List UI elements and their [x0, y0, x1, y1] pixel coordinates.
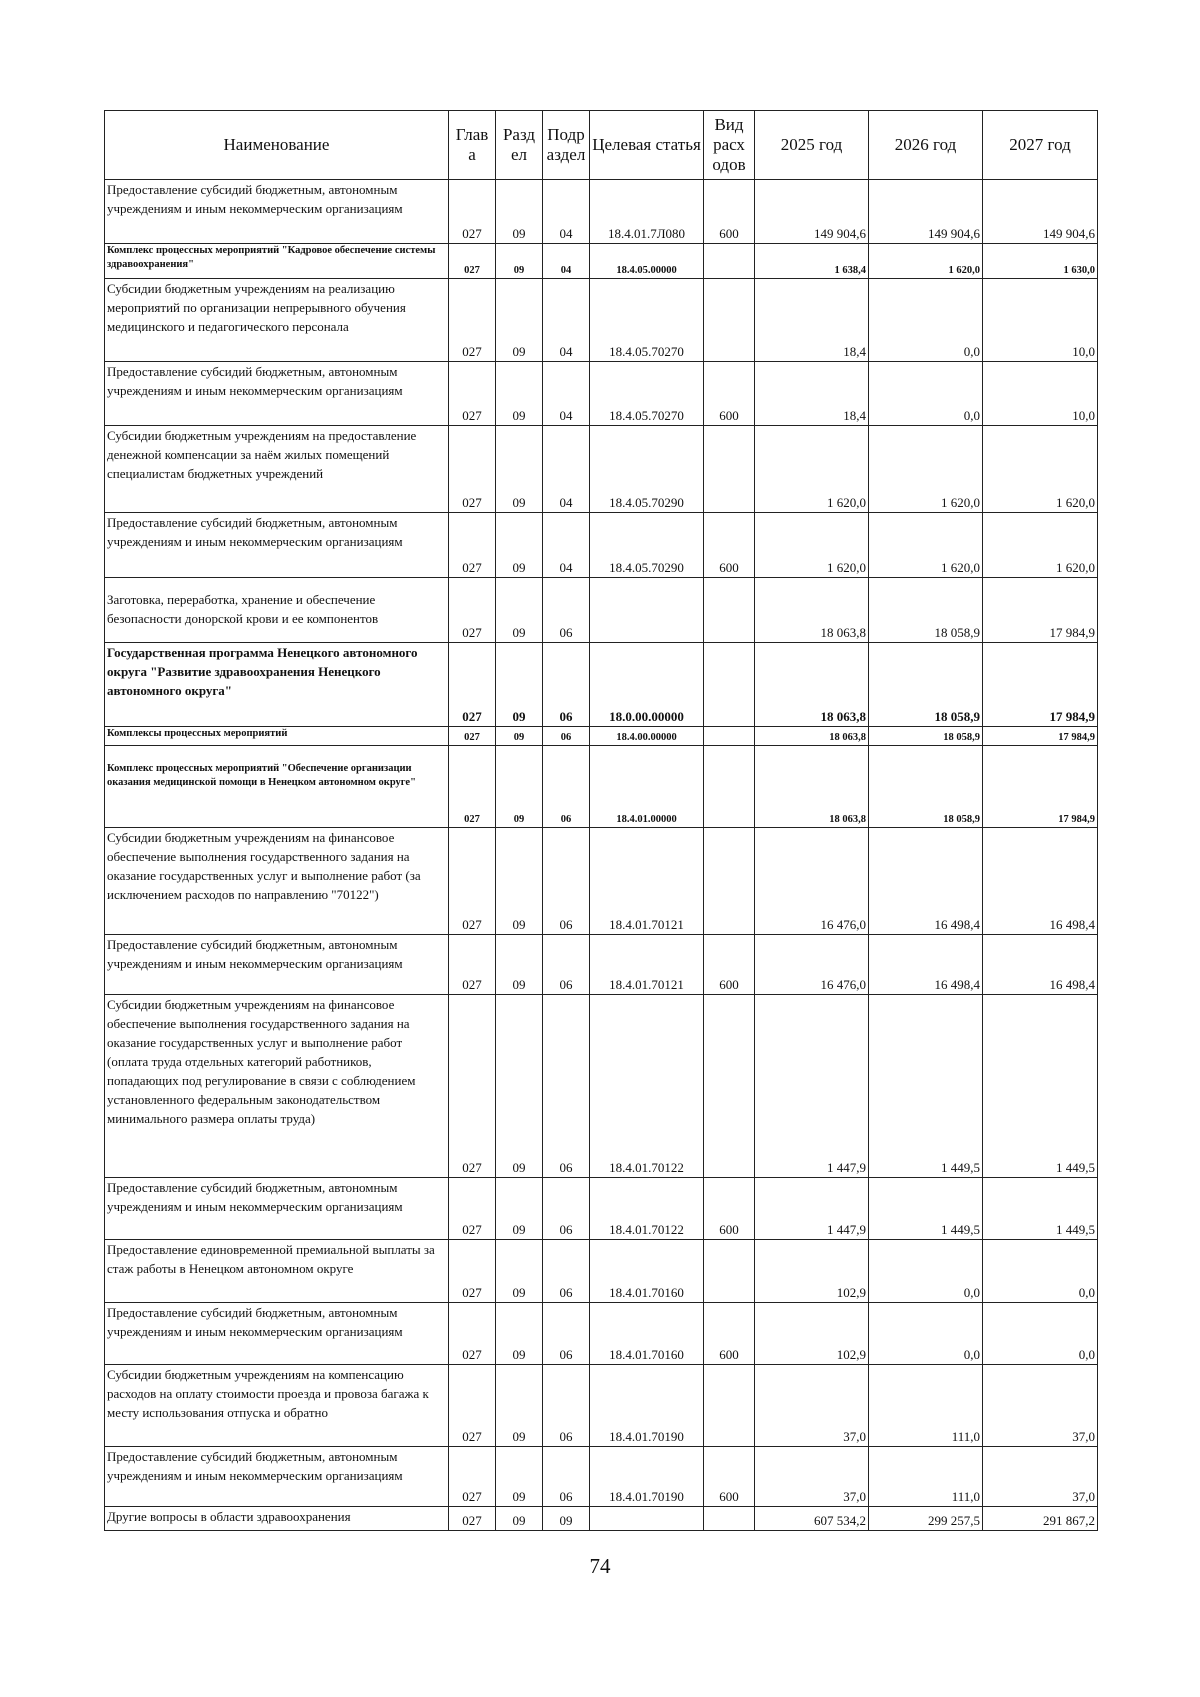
- table-row: [105, 1240, 1098, 1303]
- row-razdel: 09: [496, 746, 543, 828]
- row-razdel: 09: [496, 727, 543, 746]
- row-celevaya: 18.4.01.70190: [590, 1447, 704, 1507]
- row-razdel: 09: [496, 578, 543, 643]
- table-row: [105, 362, 1098, 426]
- row-celevaya: [590, 1507, 704, 1531]
- row-razdel: 09: [496, 643, 543, 727]
- row-razdel: 09: [496, 1365, 543, 1447]
- row-2027: 37,0: [983, 1447, 1098, 1507]
- row-name: Предоставление единовременной премиальной выплаты за стаж работы в Ненецком автономном округе: [105, 1240, 449, 1303]
- row-name: Государственная программа Ненецкого автономного округа "Развитие здравоохранения Ненецкого автономного округа": [105, 643, 449, 727]
- row-celevaya: 18.4.01.00000: [590, 746, 704, 828]
- table-row: [105, 727, 1098, 746]
- table-row: [105, 1365, 1098, 1447]
- row-celevaya: 18.4.05.70270: [590, 279, 704, 362]
- table-row: [105, 995, 1098, 1178]
- row-2027: 37,0: [983, 1365, 1098, 1447]
- row-2025: 18 063,8: [755, 746, 869, 828]
- row-name: Предоставление субсидий бюджетным, автономным учреждениям и иным некоммерческим организациям: [105, 1447, 449, 1507]
- table-row: [105, 1447, 1098, 1507]
- row-glava: 027: [449, 513, 496, 578]
- row-2027: 1 449,5: [983, 1178, 1098, 1240]
- row-vid: [704, 828, 755, 935]
- table-row: [105, 279, 1098, 362]
- row-vid: [704, 244, 755, 279]
- row-2026: 111,0: [869, 1365, 983, 1447]
- row-name: Предоставление субсидий бюджетным, автономным учреждениям и иным некоммерческим организациям: [105, 180, 449, 244]
- row-podrazdel: 06: [543, 828, 590, 935]
- page-number: 74: [589, 1554, 611, 1578]
- row-2027: 1 449,5: [983, 995, 1098, 1178]
- row-2025: 16 476,0: [755, 935, 869, 995]
- row-glava: 027: [449, 1178, 496, 1240]
- row-2025: 18 063,8: [755, 643, 869, 727]
- row-glava: 027: [449, 578, 496, 643]
- row-glava: 027: [449, 727, 496, 746]
- row-name: Субсидии бюджетным учреждениям на предоставление денежной компенсации за наём жилых помещений специалистам бюджетных учреждений: [105, 426, 449, 513]
- row-2026: 111,0: [869, 1447, 983, 1507]
- row-2025: 1 447,9: [755, 995, 869, 1178]
- row-podrazdel: 09: [543, 1507, 590, 1531]
- row-celevaya: 18.4.01.70160: [590, 1240, 704, 1303]
- row-2026: 1 620,0: [869, 244, 983, 279]
- row-glava: 027: [449, 244, 496, 279]
- row-vid: 600: [704, 362, 755, 426]
- row-vid: [704, 643, 755, 727]
- row-razdel: 09: [496, 180, 543, 244]
- row-glava: 027: [449, 1507, 496, 1531]
- row-celevaya: 18.4.00.00000: [590, 727, 704, 746]
- table-row: [105, 578, 1098, 643]
- table-row: [105, 513, 1098, 578]
- table-row: [105, 935, 1098, 995]
- row-2027: 1 630,0: [983, 244, 1098, 279]
- row-razdel: 09: [496, 426, 543, 513]
- table-row: [105, 643, 1098, 727]
- row-2026: 0,0: [869, 279, 983, 362]
- row-2027: 1 620,0: [983, 426, 1098, 513]
- row-razdel: 09: [496, 244, 543, 279]
- row-2027: 17 984,9: [983, 578, 1098, 643]
- row-2025: 1 620,0: [755, 426, 869, 513]
- row-podrazdel: 06: [543, 935, 590, 995]
- row-podrazdel: 06: [543, 1178, 590, 1240]
- row-glava: 027: [449, 362, 496, 426]
- row-vid: [704, 426, 755, 513]
- row-name: Предоставление субсидий бюджетным, автономным учреждениям и иным некоммерческим организациям: [105, 1178, 449, 1240]
- row-2025: 102,9: [755, 1303, 869, 1365]
- row-name: Другие вопросы в области здравоохранения: [105, 1507, 449, 1531]
- row-podrazdel: 06: [543, 578, 590, 643]
- row-razdel: 09: [496, 1240, 543, 1303]
- row-podrazdel: 04: [543, 513, 590, 578]
- row-name: Субсидии бюджетным учреждениям на финансовое обеспечение выполнения государственного задания на оказание государственных услуг и выполнение работ (за исключением расходов по направлению "70122"): [105, 828, 449, 935]
- table-row: [105, 1507, 1098, 1531]
- row-2027: 1 620,0: [983, 513, 1098, 578]
- row-name: Заготовка, переработка, хранение и обеспечение безопасности донорской крови и ее компонентов: [105, 578, 449, 643]
- row-2027: 17 984,9: [983, 746, 1098, 828]
- row-2026: 1 449,5: [869, 1178, 983, 1240]
- row-podrazdel: 04: [543, 180, 590, 244]
- row-2026: 18 058,9: [869, 578, 983, 643]
- row-2027: 17 984,9: [983, 643, 1098, 727]
- row-2027: 0,0: [983, 1240, 1098, 1303]
- row-celevaya: 18.4.01.70190: [590, 1365, 704, 1447]
- row-2025: 1 620,0: [755, 513, 869, 578]
- row-podrazdel: 06: [543, 1447, 590, 1507]
- header-razdel: Разд ел: [496, 111, 543, 180]
- row-name: Предоставление субсидий бюджетным, автономным учреждениям и иным некоммерческим организациям: [105, 362, 449, 426]
- table-row: [105, 426, 1098, 513]
- row-podrazdel: 04: [543, 244, 590, 279]
- row-glava: 027: [449, 1303, 496, 1365]
- header-podrazdel: Подр аздел: [543, 111, 590, 180]
- row-glava: 027: [449, 1240, 496, 1303]
- header-name: Наименование: [105, 111, 449, 180]
- row-celevaya: 18.0.00.00000: [590, 643, 704, 727]
- row-glava: 027: [449, 279, 496, 362]
- row-2025: 1 447,9: [755, 1178, 869, 1240]
- row-razdel: 09: [496, 828, 543, 935]
- row-glava: 027: [449, 935, 496, 995]
- row-2027: 10,0: [983, 362, 1098, 426]
- row-razdel: 09: [496, 1178, 543, 1240]
- row-razdel: 09: [496, 513, 543, 578]
- row-vid: 600: [704, 513, 755, 578]
- row-name: Предоставление субсидий бюджетным, автономным учреждениям и иным некоммерческим организациям: [105, 1303, 449, 1365]
- row-2025: 102,9: [755, 1240, 869, 1303]
- row-glava: 027: [449, 746, 496, 828]
- row-celevaya: 18.4.01.70121: [590, 828, 704, 935]
- row-name: Предоставление субсидий бюджетным, автономным учреждениям и иным некоммерческим организациям: [105, 935, 449, 995]
- row-name: Предоставление субсидий бюджетным, автономным учреждениям и иным некоммерческим организациям: [105, 513, 449, 578]
- row-2026: 0,0: [869, 1240, 983, 1303]
- row-celevaya: 18.4.05.70270: [590, 362, 704, 426]
- header-celevaya: Целевая статья: [590, 111, 704, 180]
- row-2025: 18,4: [755, 279, 869, 362]
- row-celevaya: 18.4.01.70121: [590, 935, 704, 995]
- row-podrazdel: 06: [543, 643, 590, 727]
- row-name: Комплексы процессных мероприятий: [105, 727, 449, 746]
- row-name: Комплекс процессных мероприятий "Обеспечение организации оказания медицинской помощи в Ненецком автономном округе": [105, 746, 449, 828]
- row-2026: 16 498,4: [869, 828, 983, 935]
- row-glava: 027: [449, 828, 496, 935]
- row-2025: 18 063,8: [755, 727, 869, 746]
- row-vid: [704, 1365, 755, 1447]
- row-2025: 16 476,0: [755, 828, 869, 935]
- row-celevaya: 18.4.05.70290: [590, 426, 704, 513]
- row-celevaya: 18.4.01.70160: [590, 1303, 704, 1365]
- row-2026: 0,0: [869, 362, 983, 426]
- row-razdel: 09: [496, 1303, 543, 1365]
- row-razdel: 09: [496, 279, 543, 362]
- row-name: Субсидии бюджетным учреждениям на финансовое обеспечение выполнения государственного задания на оказание государственных услуг и выполнение работ (оплата труда отдельных категорий работников, попадающих под регулирование в связи с соблюдением установленного федеральным законодательством минимального размера оплаты труда): [105, 995, 449, 1178]
- row-glava: 027: [449, 1447, 496, 1507]
- row-2027: 291 867,2: [983, 1507, 1098, 1531]
- row-vid: 600: [704, 1303, 755, 1365]
- row-2025: 607 534,2: [755, 1507, 869, 1531]
- row-razdel: 09: [496, 1507, 543, 1531]
- header-vid: Вид расх одов: [704, 111, 755, 180]
- row-2027: 0,0: [983, 1303, 1098, 1365]
- row-celevaya: 18.4.01.70122: [590, 1178, 704, 1240]
- row-celevaya: 18.4.01.7Л080: [590, 180, 704, 244]
- row-celevaya: 18.4.05.70290: [590, 513, 704, 578]
- table-row: [105, 828, 1098, 935]
- row-glava: 027: [449, 1365, 496, 1447]
- row-vid: [704, 279, 755, 362]
- row-vid: [704, 995, 755, 1178]
- row-2026: 0,0: [869, 1303, 983, 1365]
- table-row: [105, 1178, 1098, 1240]
- row-vid: 600: [704, 935, 755, 995]
- row-razdel: 09: [496, 362, 543, 426]
- row-glava: 027: [449, 426, 496, 513]
- row-vid: [704, 1240, 755, 1303]
- row-2027: 149 904,6: [983, 180, 1098, 244]
- row-vid: 600: [704, 1178, 755, 1240]
- row-podrazdel: 04: [543, 279, 590, 362]
- table-header: [105, 111, 1098, 180]
- row-celevaya: 18.4.05.00000: [590, 244, 704, 279]
- header-2027: 2027 год: [983, 111, 1098, 180]
- row-name: Комплекс процессных мероприятий "Кадровое обеспечение системы здравоохранения": [105, 244, 449, 279]
- row-vid: [704, 746, 755, 828]
- row-podrazdel: 04: [543, 426, 590, 513]
- header-glava: Глав а: [449, 111, 496, 180]
- header-2026: 2026 год: [869, 111, 983, 180]
- row-2026: 299 257,5: [869, 1507, 983, 1531]
- row-2026: 149 904,6: [869, 180, 983, 244]
- row-vid: 600: [704, 180, 755, 244]
- row-vid: [704, 727, 755, 746]
- row-celevaya: 18.4.01.70122: [590, 995, 704, 1178]
- row-glava: 027: [449, 995, 496, 1178]
- row-podrazdel: 04: [543, 362, 590, 426]
- row-glava: 027: [449, 180, 496, 244]
- row-2025: 149 904,6: [755, 180, 869, 244]
- row-name: Субсидии бюджетным учреждениям на реализацию мероприятий по организации непрерывного обучения медицинского и педагогического персонала: [105, 279, 449, 362]
- row-vid: [704, 1507, 755, 1531]
- row-razdel: 09: [496, 1447, 543, 1507]
- row-podrazdel: 06: [543, 746, 590, 828]
- table-row: [105, 1303, 1098, 1365]
- row-2025: 37,0: [755, 1365, 869, 1447]
- budget-table: [104, 110, 1098, 1531]
- table-body: [105, 180, 1098, 1531]
- row-2027: 16 498,4: [983, 935, 1098, 995]
- row-2026: 18 058,9: [869, 746, 983, 828]
- row-razdel: 09: [496, 935, 543, 995]
- table-row: [105, 180, 1098, 244]
- row-2026: 1 449,5: [869, 995, 983, 1178]
- row-2025: 18,4: [755, 362, 869, 426]
- row-celevaya: [590, 578, 704, 643]
- row-podrazdel: 06: [543, 1303, 590, 1365]
- row-2026: 1 620,0: [869, 426, 983, 513]
- row-2025: 18 063,8: [755, 578, 869, 643]
- row-2026: 16 498,4: [869, 935, 983, 995]
- table-row: [105, 244, 1098, 279]
- row-podrazdel: 06: [543, 1240, 590, 1303]
- row-razdel: 09: [496, 995, 543, 1178]
- row-podrazdel: 06: [543, 995, 590, 1178]
- row-vid: 600: [704, 1447, 755, 1507]
- row-2027: 16 498,4: [983, 828, 1098, 935]
- row-vid: [704, 578, 755, 643]
- table-row: [105, 746, 1098, 828]
- row-podrazdel: 06: [543, 1365, 590, 1447]
- row-2026: 1 620,0: [869, 513, 983, 578]
- row-2026: 18 058,9: [869, 727, 983, 746]
- header-2025: 2025 год: [755, 111, 869, 180]
- row-2025: 37,0: [755, 1447, 869, 1507]
- row-2025: 1 638,4: [755, 244, 869, 279]
- row-2027: 17 984,9: [983, 727, 1098, 746]
- row-2026: 18 058,9: [869, 643, 983, 727]
- row-2027: 10,0: [983, 279, 1098, 362]
- row-name: Субсидии бюджетным учреждениям на компенсацию расходов на оплату стоимости проезда и провоза багажа к месту использования отпуска и обратно: [105, 1365, 449, 1447]
- row-glava: 027: [449, 643, 496, 727]
- row-podrazdel: 06: [543, 727, 590, 746]
